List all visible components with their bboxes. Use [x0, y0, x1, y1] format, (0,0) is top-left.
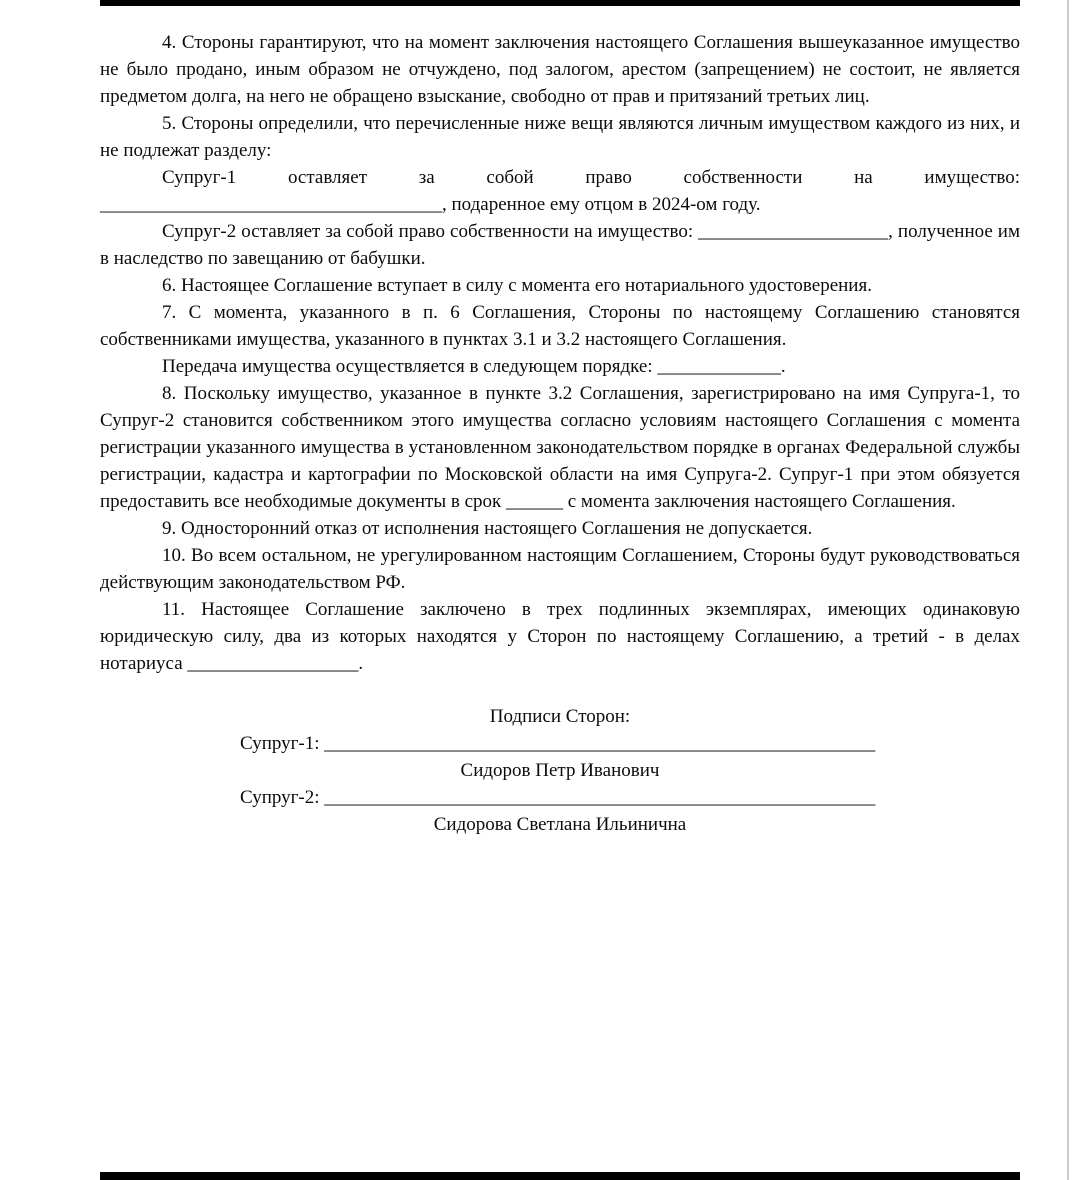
paragraph: 7. С момента, указанного в п. 6 Соглашения, Стороны по настоящему Соглашению становятся собственниками имущества, указанного в пунктах 3.1 и 3.2 настоящего Соглашения. — [100, 302, 1020, 350]
paragraph: 11. Настоящее Соглашение заключено в трех подлинных экземплярах, имеющих одинаковую юридическую силу, два из которых находятся у Сторон по настоящему Соглашению, а третий - в делах нотариуса __________________. — [100, 599, 1020, 674]
paragraph: 10. Во всем остальном, не урегулированном настоящим Соглашением, Стороны будут руководствоваться действующим законодательством РФ. — [100, 545, 1020, 593]
signature-section — [100, 703, 1020, 838]
top-horizontal-rule — [100, 0, 1020, 6]
signatory-name: Сидоров Петр Иванович — [460, 760, 660, 781]
signature-blank-line: __________________________________________________________ — [319, 733, 876, 754]
signature-section-title: Подписи Сторон: — [489, 706, 631, 727]
paragraphs-container — [100, 29, 1020, 677]
paragraph: Супруг-1 оставляет за собой право собственности на имущество: ____________________________________, подаренное ему отцом в 2024-ом году. — [100, 167, 1020, 215]
paragraph: 6. Настоящее Соглашение вступает в силу с момента его нотариального удостоверения. — [162, 275, 872, 296]
paragraph: 4. Стороны гарантируют, что на момент заключения настоящего Соглашения вышеуказанное имущество не было продано, иным образом не отчуждено, под залогом, арестом (запрещением) не состоит, не является предметом долга, на него не обращено взыскание, свободно от прав и притязаний третьих лиц. — [100, 32, 1020, 107]
paragraph: Супруг-2 оставляет за собой право собственности на имущество: ____________________, полученное им в наследство по завещанию от бабушки. — [100, 221, 1020, 269]
bottom-horizontal-rule — [100, 1172, 1020, 1180]
signature-label: Супруг-1: — [240, 733, 320, 754]
paragraph: 8. Поскольку имущество, указанное в пункте 3.2 Соглашения, зарегистрировано на имя Супруга-1, то Супруг-2 становится собственником этого имущества согласно условиям настоящего Соглашения с момента регистрации указанного имущества в установленном законодательством порядке в органах Федеральной службы регистрации, кадастра и картографии по Московской области на имя Супруга-2. Супруг-1 при этом обязуется предоставить все необходимые документы в срок ______ с момента заключения настоящего Соглашения. — [100, 383, 1020, 512]
paragraph: 5. Стороны определили, что перечисленные ниже вещи являются личным имуществом каждого из них, и не подлежат разделу: — [100, 113, 1020, 161]
page-right-edge-line — [1067, 0, 1069, 1180]
signatory-name: Сидорова Светлана Ильинична — [433, 814, 687, 835]
signature-row — [100, 784, 1020, 811]
signature-entries — [100, 730, 1020, 838]
document-body — [100, 29, 1020, 838]
paragraph: 9. Односторонний отказ от исполнения настоящего Соглашения не допускается. — [162, 518, 813, 539]
signature-blank-line: __________________________________________________________ — [319, 787, 876, 808]
paragraph: Передача имущества осуществляется в следующем порядке: _____________. — [162, 356, 786, 377]
signature-label: Супруг-2: — [240, 787, 320, 808]
signature-row — [100, 730, 1020, 757]
